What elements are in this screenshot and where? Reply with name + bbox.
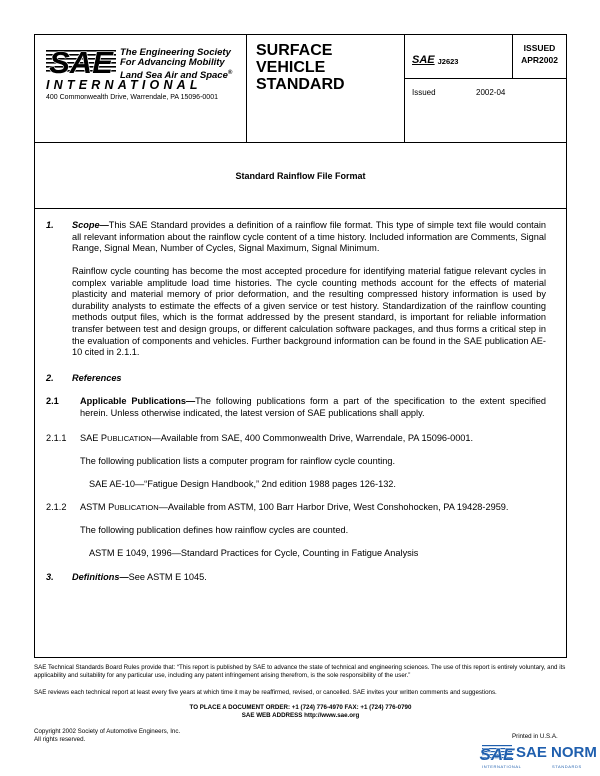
section-3: [72, 572, 207, 584]
tagline-line-3: Land Sea Air and Space: [120, 70, 228, 82]
astm-publication-label-a: ASTM P: [80, 502, 115, 512]
society-tagline: [120, 48, 232, 81]
section-1-title: Scope—: [72, 220, 109, 230]
doc-number: J2623: [437, 57, 459, 66]
mini-sae-logo: SAE: [412, 54, 435, 66]
section-2-num: 2.: [46, 373, 54, 383]
issued-label: Issued: [412, 88, 436, 97]
sae-norm-mark: [479, 742, 515, 764]
section-2-1-1-paragraph: The following publication lists a computer program for rainflow cycle counting.: [80, 456, 396, 466]
title-divider: [34, 208, 567, 209]
section-2-number: [46, 373, 54, 385]
header-divider: [34, 142, 567, 143]
doc-type-line-3: STANDARD: [256, 76, 345, 93]
header-vline-1: [246, 34, 247, 142]
section-3-title: Definitions—: [72, 572, 129, 582]
doc-number-block: [412, 54, 458, 66]
doc-type-line-2: VEHICLE: [256, 59, 326, 76]
section-2-title: References: [72, 373, 122, 383]
sae-logo-mark: [46, 46, 116, 78]
footer-review: SAE reviews each technical report at least every five years at which time it may be reaffirmed, revised, or cancelled. SAE invites your written comments and suggestions.: [34, 689, 497, 696]
sae-norm-sub-left: INTERNATIONAL: [482, 764, 522, 769]
section-2-1-2-number: 2.1.2: [46, 502, 67, 512]
footer-copyright: Copyright 2002 Society of Automotive Engineers, Inc.: [34, 728, 181, 735]
footer-rights: All rights reserved.: [34, 736, 86, 743]
svg-text:SAE: SAE: [49, 45, 113, 80]
tagline-line-2: For Advancing Mobility: [120, 57, 225, 68]
issued-box: [512, 42, 567, 66]
section-2-1-1-number: 2.1.1: [46, 433, 67, 443]
svg-text:SAE: SAE: [479, 745, 515, 764]
section-2-1-text: The following publications form a part of the specification to the extent specified herein. Unless otherwise indicated, the latest version of SAE publications shall apply.: [80, 396, 547, 418]
section-1-paragraph-2: Rainflow cycle counting has become the most accepted procedure for identifying material fatigue relevant cycles in complex variable amplitude load time histories. The cycle counting methods account for the effects of material plasticity and material memory of prior deformation, and the resulting compressed history information is used by durability analysts to estimate the effects of a given service or test history. Standardization of the rainflow counting methods output files, which is the format addressed by the present standard, is important for reliable information transfer between test and design groups, or different calculation software packages, and thus forms a critical step in the evaluation of components and vehicles. Further background information can be found in the SAE publication AE-10 cited in 2.1.1.: [72, 266, 546, 358]
issued-box-line-1: ISSUED: [523, 43, 556, 53]
sae-publication-label-a: SAE P: [80, 433, 108, 443]
tagline-line-1: The Engineering Society: [120, 47, 231, 58]
header-hline-issued: [404, 78, 567, 79]
section-2-1-title: Applicable Publications—: [80, 396, 196, 406]
society-address: 400 Commonwealth Drive, Warrendale, PA 15096-0001: [46, 94, 218, 101]
footer-rules: SAE Technical Standards Board Rules provide that: “This report is published by SAE to advance the state of technical and engineering sciences. The use of this report is entirely voluntary, and its applicability and suitability for any particular use, including any patent infringement arising therefrom, is the sole responsibility of the user.”: [34, 664, 566, 679]
section-3-text: See ASTM E 1045.: [128, 572, 207, 582]
section-3-number: 3.: [46, 572, 54, 582]
astm-publication-label-b: UBLICATION: [114, 503, 159, 512]
section-2-1-number: 2.1: [46, 396, 59, 406]
astm-publication-text: —Available from ASTM, 100 Barr Harbor Drive, West Conshohocken, PA 19428-2959.: [158, 502, 509, 512]
section-2-1-2: [80, 502, 546, 514]
section-2-1: [80, 396, 546, 419]
section-2-1-1: [80, 433, 546, 445]
section-1-number: 1.: [46, 220, 54, 230]
sae-ae10-reference: SAE AE-10—“Fatigue Design Handbook,” 2nd edition 1988 pages 126-132.: [89, 479, 396, 489]
sae-norm-text: SAE NORM: [516, 744, 597, 761]
footer-printed: Printed in U.S.A.: [512, 733, 558, 740]
header-vline-2: [404, 34, 405, 142]
document-type: [256, 42, 345, 93]
issued-box-line-2: APR2002: [521, 55, 558, 65]
registered-mark: ®: [227, 70, 233, 76]
sae-norm-logo: [479, 742, 597, 772]
footer-web-line: SAE WEB ADDRESS http://www.sae.org: [241, 712, 360, 719]
sae-publication-text: —Available from SAE, 400 Commonwealth Drive, Warrendale, PA 15096-0001.: [151, 433, 474, 443]
sae-norm-sub-right: STANDARDS: [552, 764, 582, 769]
section-1-scope: [46, 220, 546, 255]
section-1-paragraph-1: This SAE Standard provides a definition of a rainflow file format. This type of simple text file would contain all relevant information about the rainflow cycle content of a time history. Included information are Comments, Signal Range, Signal Mean, Number of Cycles, Signal Maximum, Signal Minimum.: [72, 220, 546, 254]
astm-e1049-reference: ASTM E 1049, 1996—Standard Practices for Cycle, Counting in Fatigue Analysis: [89, 548, 419, 558]
issued-date: 2002-04: [476, 88, 506, 97]
international-wordmark: INTERNATIONAL: [46, 78, 202, 92]
sae-publication-label-b: UBLICATION: [107, 434, 152, 443]
footer-order-line: TO PLACE A DOCUMENT ORDER: +1 (724) 776-4970 FAX: +1 (724) 776-0790: [189, 704, 412, 711]
doc-type-line-1: SURFACE: [256, 42, 333, 59]
document-title: Standard Rainflow File Format: [235, 171, 366, 181]
section-2-1-2-paragraph: The following publication defines how rainflow cycles are counted.: [80, 525, 349, 535]
